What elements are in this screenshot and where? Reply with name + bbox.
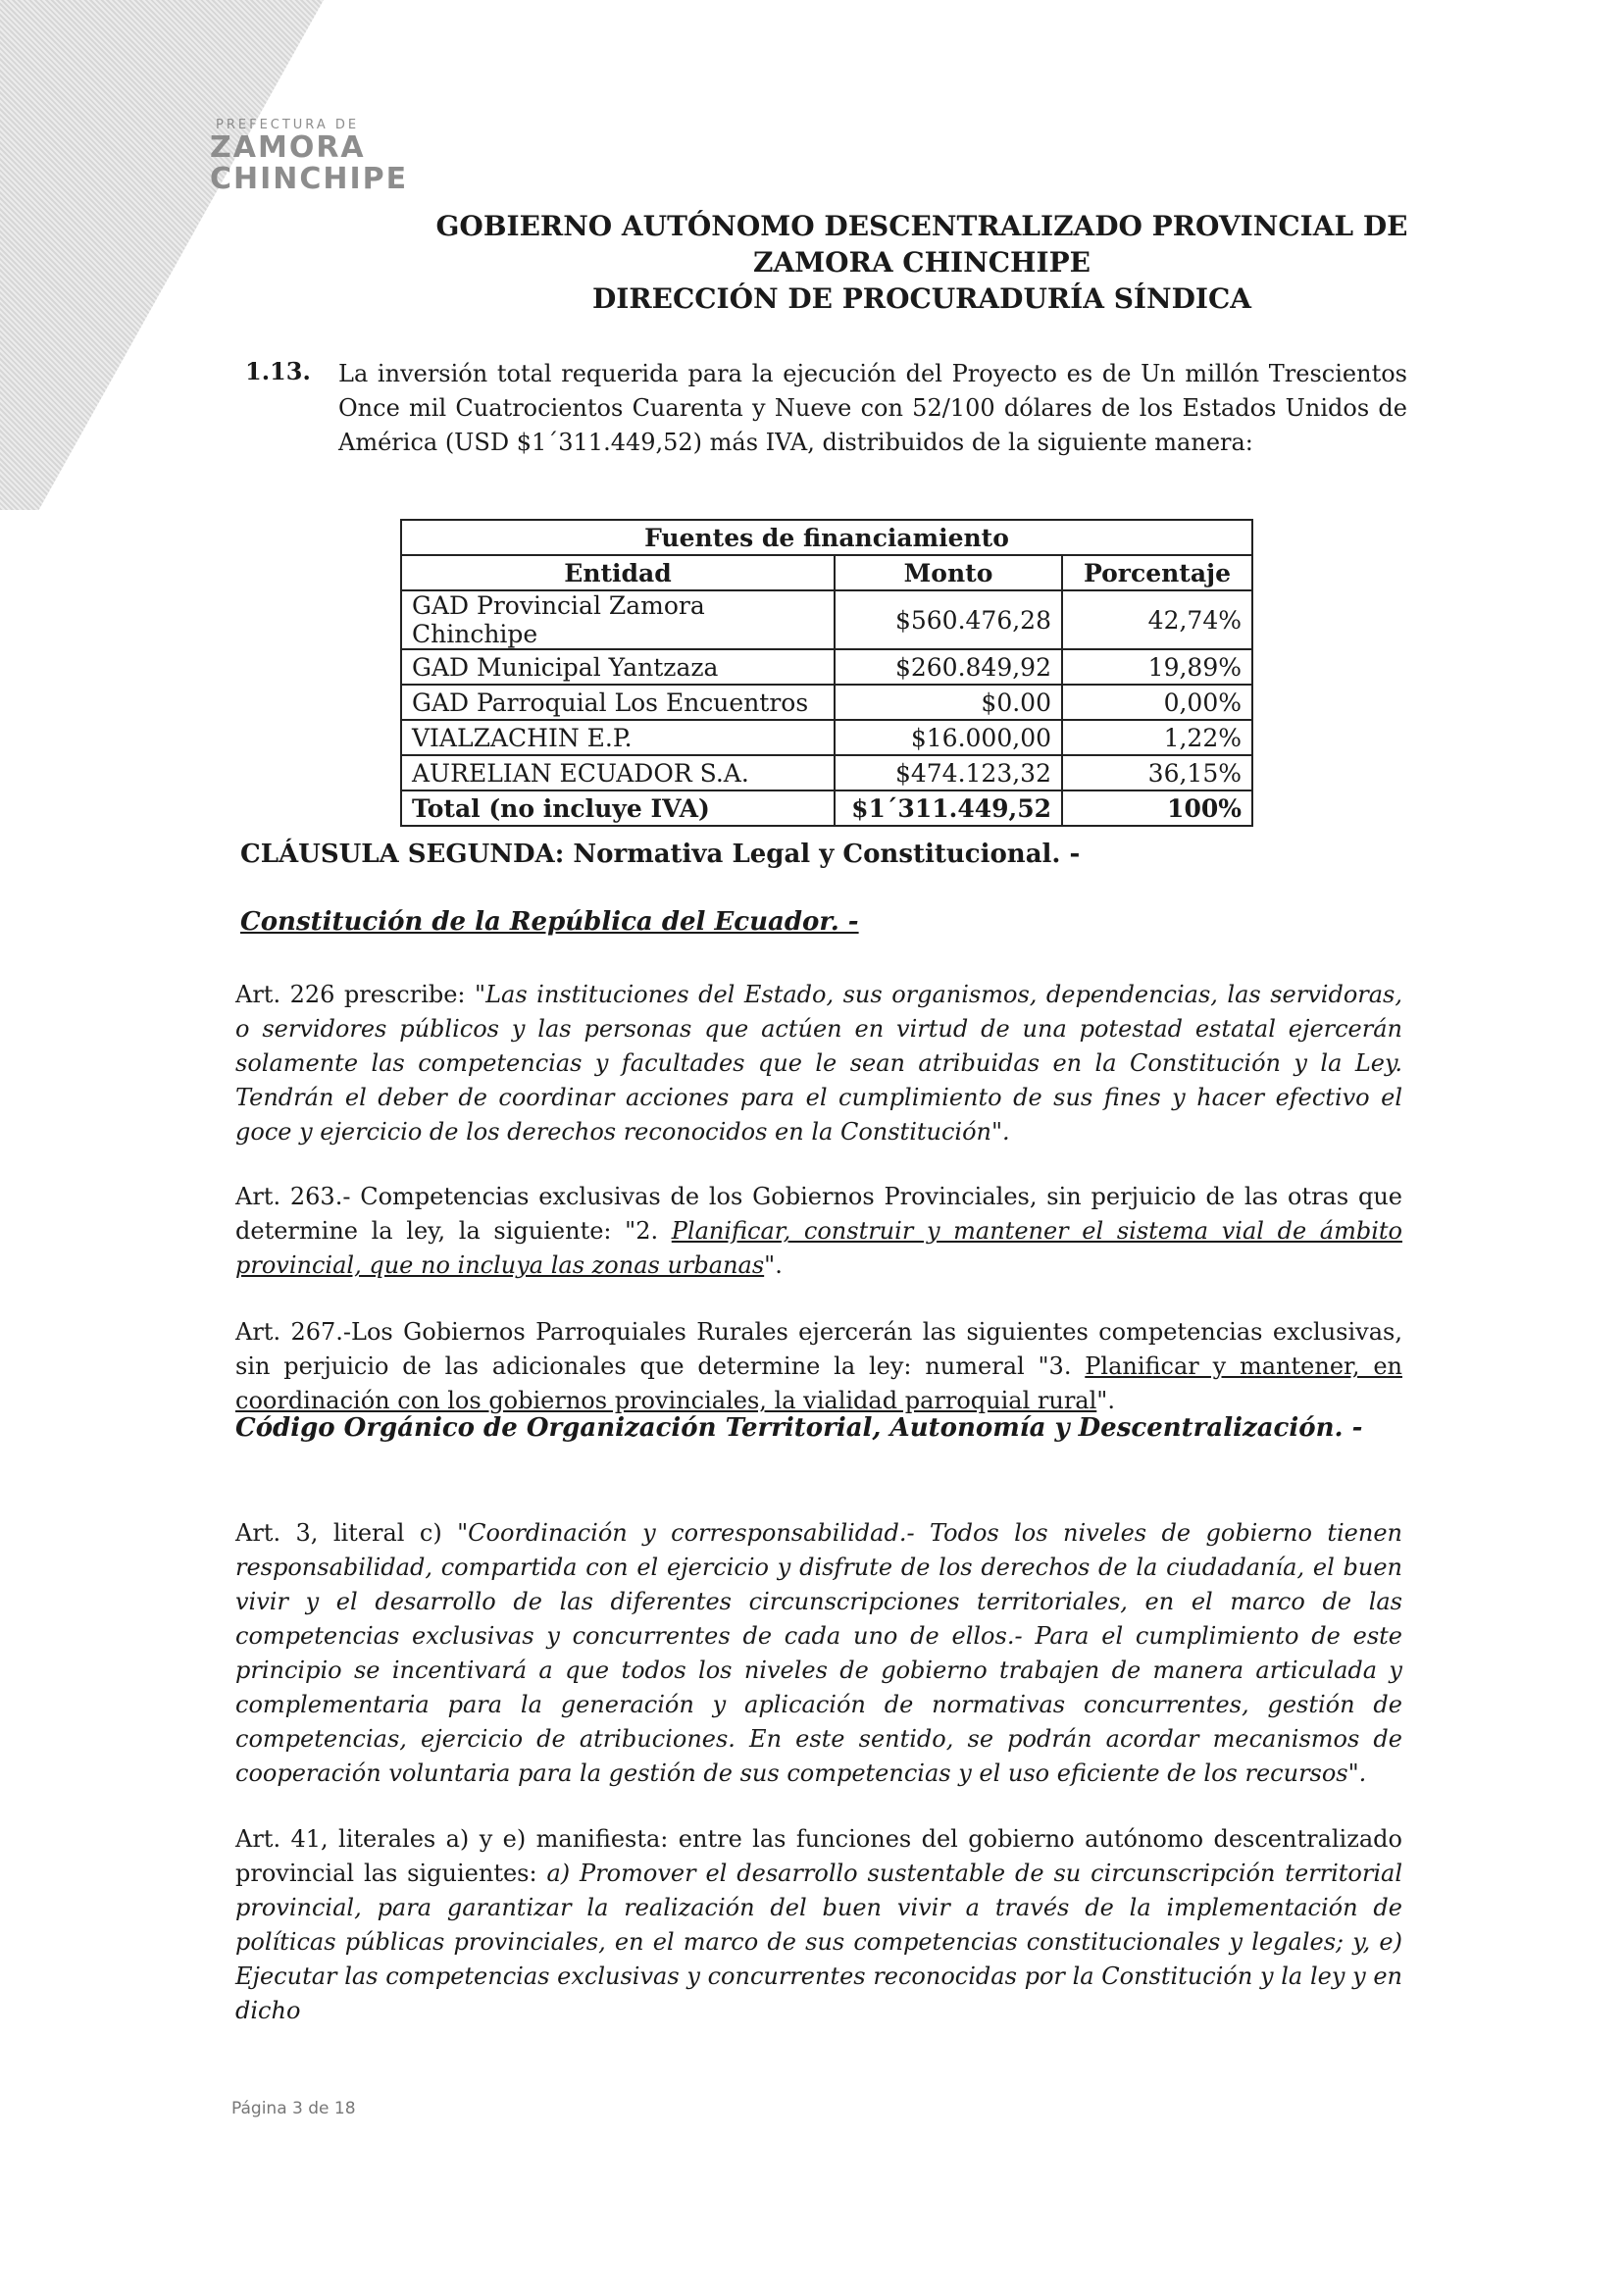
art-267-tail: ". [1096,1387,1115,1414]
table-row [401,590,1252,649]
art-267-underlined: Planificar y mantener, en coordinación con los gobiernos provinciales, la vialidad parroquial rural [235,1352,1402,1414]
art-226-quote: "Las instituciones del Estado, sus organismos, dependencias, las servidoras, o servidores públicos y las personas que actúen en virtud de una potestad estatal ejercerán solamente las competencias y facultades que le sean atribuidas en la Constitución y la Ley. Tendrán el deber de coordinar acciones para el cumplimiento de sus fines y hacer efectivo el goce y ejercicio de los derechos reconocidos en la Constitución". [235,981,1403,1146]
clausula-segunda-heading: CLÁUSULA SEGUNDA: Normativa Legal y Constitucional. - [240,840,1081,869]
cell-amount: $260.849,92 [835,649,1062,685]
table-row [401,720,1252,755]
logo-line-3: CHINCHIPE [210,162,409,196]
scan-shading [0,0,324,510]
table-title: Fuentes de financiamiento [401,520,1252,555]
total-amount: $1´311.449,52 [835,790,1062,826]
art-3-lead: Art. 3, literal c) [235,1519,458,1547]
art-41-lead: Art. 41, literales a) y e) manifiesta: entre las funciones del gobierno autónomo descentralizado provincial las siguientes: [235,1825,1402,1887]
table-row [401,755,1252,790]
prefecture-logo [210,118,408,195]
logo-line-2: ZAMORA [210,130,366,165]
art-3-quote: "Coordinación y corresponsabilidad.- Todos los niveles de gobierno tienen responsabilidad, compartida con el ejercicio y disfrute de los derechos de la ciudadanía, el buen vivir y el desarrollo de las diferentes circunscripciones territoriales, en el marco de las competencias exclusivas y concurrentes de cada uno de ellos.- Para el cumplimiento de este principio se incentivará a que todos los niveles de gobierno trabajen de manera articulada y complementaria para la generación y aplicación de normativas concurrentes, gestión de competencias, ejercicio de atribuciones. En este sentido, se podrán acordar mecanismos de cooperación voluntaria para la gestión de sus competencias y el uso eficiente de los recursos". [235,1519,1403,1787]
art-263-underlined: Planificar, construir y mantener el sistema vial de ámbito provincial, que no incluya las zonas urbanas [235,1217,1402,1279]
art-263-paragraph [235,1180,1402,1283]
art-3-paragraph [235,1516,1402,1791]
col-entidad: Entidad [401,555,835,590]
logo-line-1: PREFECTURA DE [216,118,360,132]
cell-amount: $560.476,28 [835,590,1062,649]
constitucion-heading: Constitución de la República del Ecuador. - [240,907,859,937]
art-41-quote: a) Promover el desarrollo sustentable de su circunscripción territorial provincial, para garantizar la realización del buen vivir a través de la implementación de políticas públicas provinciales, en el marco de sus competencias constitucionales y legales; y, e) Ejecutar las competencias exclusivas y concurrentes reconocidas por la Constitución y la ley y en dicho [235,1860,1402,2024]
cell-amount: $16.000,00 [835,720,1062,755]
art-263-lead: Art. 263.- Competencias exclusivas de los Gobiernos Provinciales, sin perjuicio de las otras que determine la ley, la siguiente: "2. [235,1183,1402,1245]
cell-percent: 36,15% [1062,755,1252,790]
total-percent: 100% [1062,790,1252,826]
art-267-paragraph [235,1315,1402,1418]
table-row [401,685,1252,720]
clause-number: 1.13. [245,357,311,385]
header-line-1: GOBIERNO AUTÓNOMO DESCENTRALIZADO PROVINCIAL DE [435,210,1408,242]
art-226-paragraph [235,978,1402,1149]
cell-percent: 19,89% [1062,649,1252,685]
cell-entity: GAD Provincial Zamora Chinchipe [401,590,835,649]
page-number: Página 3 de 18 [231,2099,356,2118]
cell-percent: 42,74% [1062,590,1252,649]
art-41-paragraph [235,1822,1402,2028]
cell-entity: VIALZACHIN E.P. [401,720,835,755]
cootad-heading: Código Orgánico de Organización Territorial, Autonomía y Descentralización. - [235,1413,1363,1443]
cell-percent: 1,22% [1062,720,1252,755]
col-porcentaje: Porcentaje [1062,555,1252,590]
clause-1-13-text: La inversión total requerida para la ejecución del Proyecto es de Un millón Trescientos Once mil Cuatrocientos Cuarenta y Nueve con 52/100 dólares de los Estados Unidos de América (USD $1´311.449,52) más IVA, distribuidos de la siguiente manera: [338,360,1407,456]
art-263-tail: ". [764,1251,783,1279]
art-226-lead: Art. 226 prescribe: [235,981,476,1008]
table-total-row [401,790,1252,826]
cell-amount: $474.123,32 [835,755,1062,790]
financing-table [400,519,1253,827]
header-line-2: ZAMORA CHINCHIPE [753,246,1091,279]
art-267-lead: Art. 267.-Los Gobiernos Parroquiales Rurales ejercerán las siguientes competencias exclusivas, sin perjuicio de las adicionales que determine la ley: numeral "3. [235,1318,1402,1380]
header-line-3: DIRECCIÓN DE PROCURADURÍA SÍNDICA [591,282,1251,315]
cell-entity: GAD Parroquial Los Encuentros [401,685,835,720]
cell-entity: AURELIAN ECUADOR S.A. [401,755,835,790]
cell-percent: 0,00% [1062,685,1252,720]
total-label: Total (no incluye IVA) [401,790,835,826]
cell-amount: $0.00 [835,685,1062,720]
table-row [401,649,1252,685]
col-monto: Monto [835,555,1062,590]
cell-entity: GAD Municipal Yantzaza [401,649,835,685]
